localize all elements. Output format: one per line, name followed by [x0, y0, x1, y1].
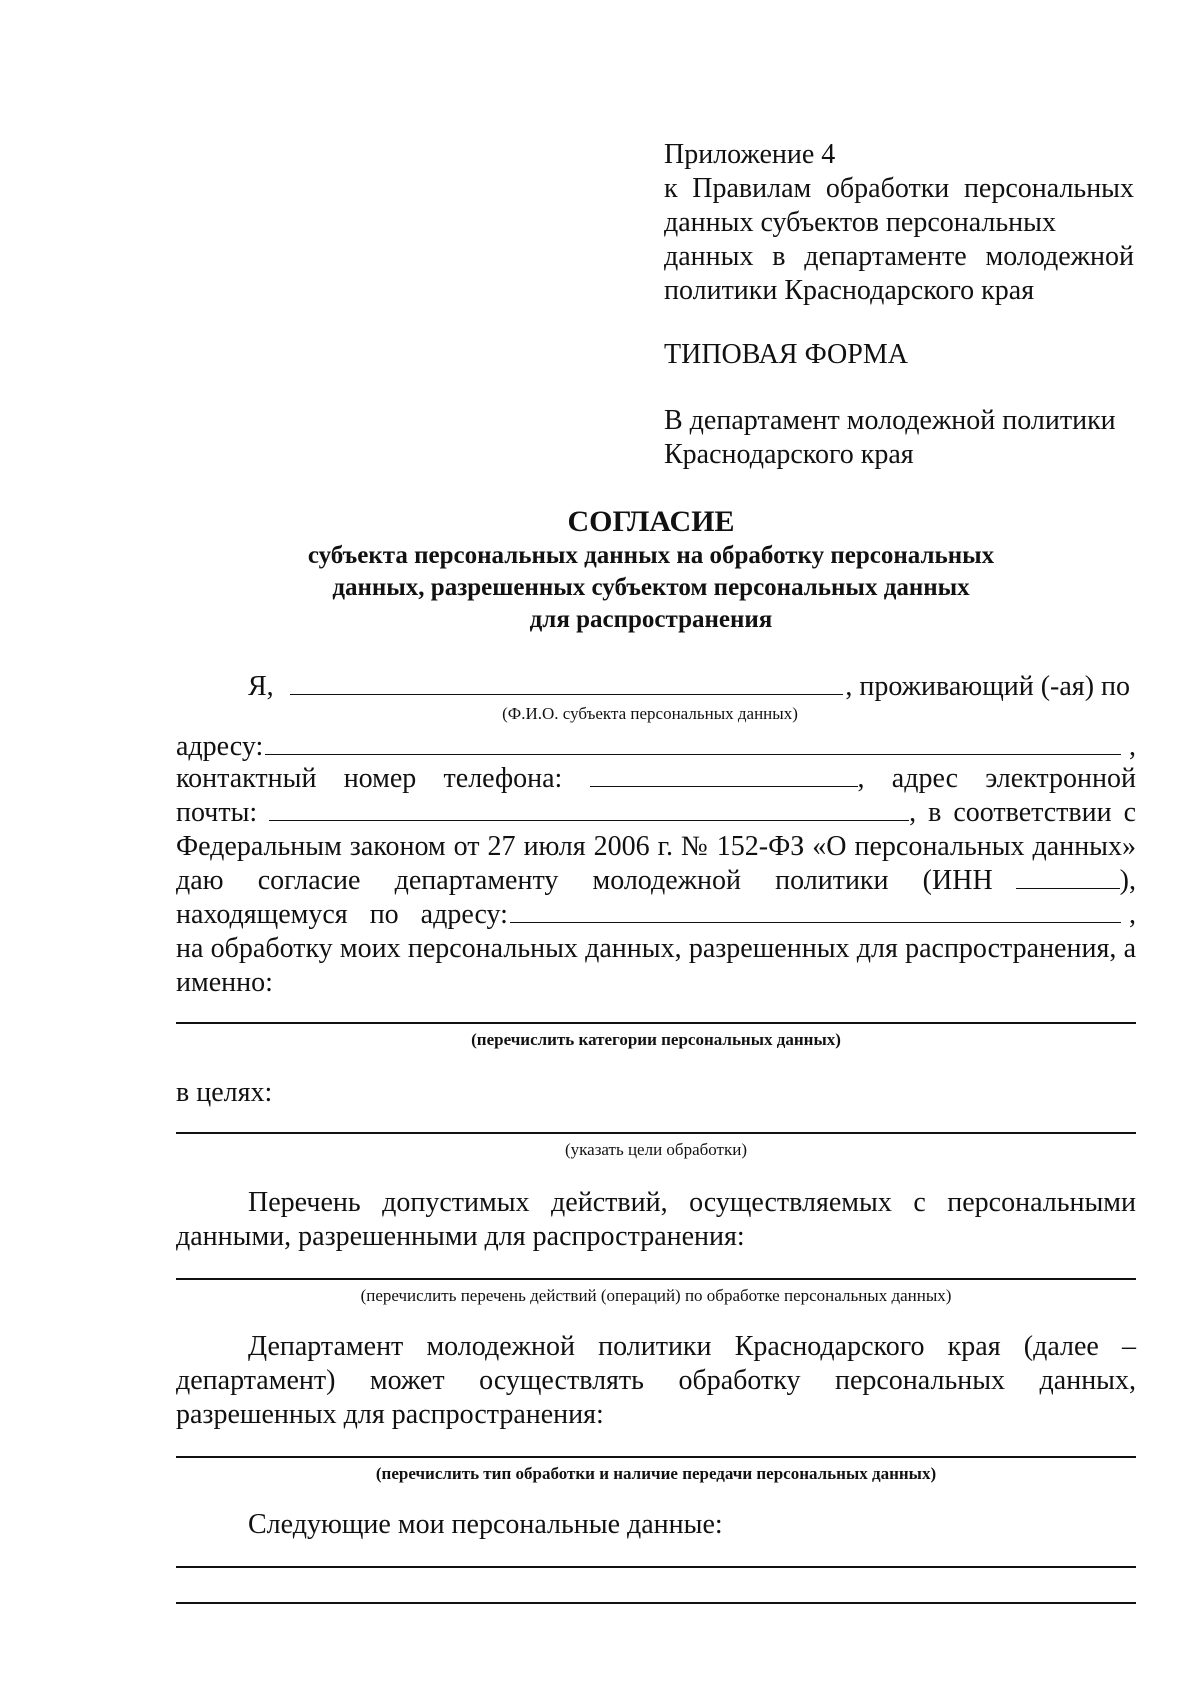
- title-subtitle-line-2: данных, разрешенных субъектом персональных данных: [332, 574, 970, 601]
- addressee-line-2: Краснодарского края: [664, 439, 914, 470]
- rules-reference-line-3: данных в департаменте молодежной: [664, 241, 1134, 272]
- name-line-start: Я,: [248, 671, 274, 702]
- email-blank[interactable]: [269, 796, 909, 821]
- document-title: СОГЛАСИЕ: [567, 505, 735, 538]
- consent-line: [176, 864, 1136, 898]
- location-comma: ,: [1129, 899, 1136, 930]
- dept-caption: (перечислить тип обработки и наличие передачи персональных данных): [375, 1464, 937, 1483]
- following-data-label: Следующие мои персональные данные:: [248, 1509, 723, 1540]
- dept-line-3: разрешенных для распространения:: [176, 1399, 604, 1430]
- inn-open: (ИНН: [922, 865, 993, 896]
- consent-word-1: даю: [176, 865, 224, 896]
- law-reference-line: Федеральным законом от 27 июля 2006 г. № 152-ФЗ «О персональных данных»: [176, 831, 1136, 862]
- address-label: адресу:: [176, 731, 264, 762]
- following-data-blank-2[interactable]: [176, 1602, 1136, 1604]
- located-word-3: адресу:: [420, 899, 508, 930]
- location-line: [176, 898, 1136, 932]
- mail-label: почты:: [176, 797, 258, 828]
- located-word-2: по: [369, 899, 399, 930]
- categories-blank[interactable]: [176, 1022, 1136, 1024]
- email-word-1: адрес: [891, 763, 959, 794]
- address-comma: ,: [1129, 731, 1136, 762]
- fio-caption: (Ф.И.О. субъекта персональных данных): [502, 704, 798, 723]
- title-subtitle-line-3: для распространения: [529, 606, 773, 633]
- phone-word-1: контактный: [176, 763, 317, 794]
- consent-word-3: департаменту: [394, 865, 559, 896]
- accordance-word-2: соответствии: [953, 797, 1112, 828]
- located-word-1: находящемуся: [176, 899, 348, 930]
- dept-blank[interactable]: [176, 1456, 1136, 1458]
- email-line: [176, 796, 1136, 830]
- addressee-line-1: В департамент молодежной политики: [664, 405, 1116, 436]
- namely-label: именно:: [176, 967, 273, 998]
- appendix-number: Приложение 4: [664, 139, 836, 170]
- name-line-end: , проживающий (-ая) по: [845, 671, 1130, 702]
- actions-line-1: Перечень допустимых действий, осуществляемых с персональными: [248, 1187, 1136, 1218]
- dept-line-2: департамент) может осуществлять обработку персональных данных,: [176, 1365, 1136, 1396]
- inn-close: ),: [1119, 865, 1136, 896]
- accordance-word-3: с: [1123, 797, 1136, 828]
- following-data-blank-1[interactable]: [176, 1566, 1136, 1568]
- consent-word-5: политики: [775, 865, 889, 896]
- purposes-label: в целях:: [176, 1077, 273, 1108]
- address-blank[interactable]: [265, 730, 1121, 755]
- actions-caption: (перечислить перечень действий (операций) по обработке персональных данных): [360, 1286, 952, 1305]
- phone-word-3: телефона:: [443, 763, 563, 794]
- actions-line-2: данными, разрешенными для распространения:: [176, 1221, 745, 1252]
- phone-line: [176, 762, 1136, 796]
- phone-comma: ,: [857, 763, 865, 794]
- fio-blank[interactable]: [290, 670, 844, 695]
- dept-line-1: Департамент молодежной политики Краснодарского края (далее –: [248, 1331, 1136, 1362]
- phone-word-2: номер: [343, 763, 417, 794]
- processing-line: на обработку моих персональных данных, разрешенных для распространения, а: [176, 933, 1136, 964]
- email-word-2: электронной: [985, 763, 1136, 794]
- consent-word-4: молодежной: [592, 865, 741, 896]
- location-blank[interactable]: [510, 898, 1121, 923]
- address-line: [176, 730, 1136, 764]
- purposes-blank[interactable]: [176, 1132, 1136, 1134]
- rules-reference-line-4: политики Краснодарского края: [664, 275, 1035, 306]
- accordance-word-1: в: [928, 797, 942, 828]
- actions-blank[interactable]: [176, 1278, 1136, 1280]
- consent-word-2: согласие: [257, 865, 361, 896]
- categories-caption: (перечислить категории персональных данных): [471, 1030, 841, 1049]
- form-type-label: ТИПОВАЯ ФОРМА: [664, 339, 908, 370]
- inn-blank[interactable]: [1016, 864, 1120, 889]
- purposes-caption: (указать цели обработки): [564, 1140, 747, 1159]
- rules-reference-line-2: данных субъектов персональных: [664, 207, 1056, 238]
- name-line: [248, 670, 1130, 704]
- email-comma: ,: [909, 797, 917, 828]
- phone-blank[interactable]: [590, 762, 858, 787]
- rules-reference-line-1: к Правилам обработки персональных: [664, 173, 1134, 204]
- title-subtitle-line-1: субъекта персональных данных на обработку персональных: [307, 542, 995, 569]
